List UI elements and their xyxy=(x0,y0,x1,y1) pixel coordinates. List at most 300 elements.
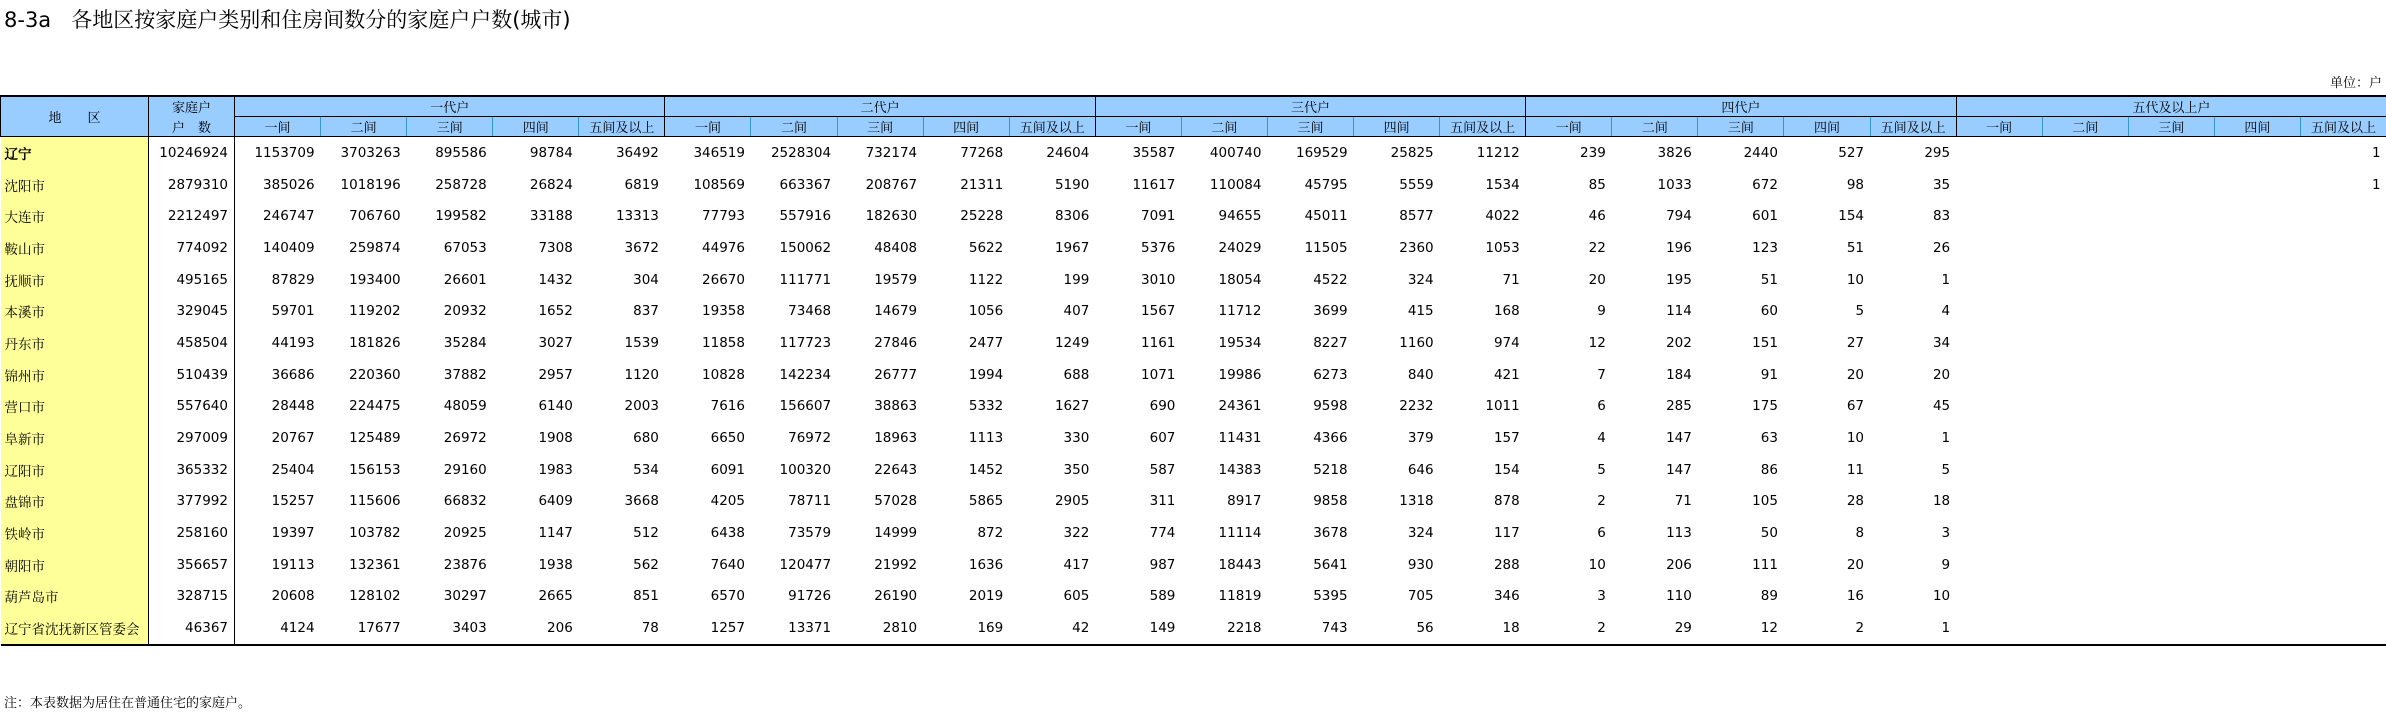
value-cell: 421 xyxy=(1493,366,1520,383)
value-cell: 14999 xyxy=(874,525,918,542)
value-cell xyxy=(2214,264,2300,296)
value-cell: 202 xyxy=(1666,334,1692,351)
total-cell: 774092 xyxy=(149,232,235,264)
value-cell: 7308 xyxy=(538,239,573,256)
room-header: 四间 xyxy=(2214,117,2300,137)
value-cell xyxy=(2214,295,2300,327)
total-header-bottom: 户 数 xyxy=(149,117,235,137)
table-row xyxy=(1,264,2386,296)
table-row xyxy=(1,327,2386,359)
room-header: 一间 xyxy=(1956,117,2042,137)
value-cell xyxy=(2214,581,2300,613)
table-row xyxy=(1,612,2386,645)
value-cell xyxy=(1956,422,2042,454)
value-cell: 86 xyxy=(1760,461,1778,478)
value-cell: 1908 xyxy=(538,430,573,447)
value-cell: 20608 xyxy=(271,588,315,605)
value-cell: 117 xyxy=(1493,525,1520,542)
table-row xyxy=(1,359,2386,391)
value-cell: 2 xyxy=(1597,493,1606,510)
region-cell: 锦州市 xyxy=(1,359,149,391)
value-cell: 1249 xyxy=(1054,334,1090,351)
value-cell: 322 xyxy=(1063,525,1090,542)
value-cell: 63 xyxy=(1760,430,1778,447)
value-cell: 688 xyxy=(1063,366,1090,383)
table-row xyxy=(1,200,2386,232)
value-cell: 147 xyxy=(1666,430,1692,447)
value-cell: 224475 xyxy=(349,398,401,415)
value-cell: 26670 xyxy=(702,271,745,288)
value-cell: 35 xyxy=(1932,176,1951,193)
value-cell: 11617 xyxy=(1132,176,1176,193)
region-cell: 辽宁省沈抚新区管委会 xyxy=(1,612,149,645)
value-cell: 3 xyxy=(1941,525,1951,542)
value-cell: 20 xyxy=(1932,366,1951,383)
value-cell: 1967 xyxy=(1054,239,1090,256)
value-cell: 2665 xyxy=(538,588,573,605)
total-cell: 495165 xyxy=(149,264,235,296)
value-cell: 8227 xyxy=(1313,334,1348,351)
value-cell xyxy=(2214,137,2300,169)
room-header: 二间 xyxy=(751,117,837,137)
value-cell: 607 xyxy=(1149,430,1176,447)
value-cell: 601 xyxy=(1752,208,1778,225)
value-cell: 6140 xyxy=(538,398,573,415)
room-header: 一间 xyxy=(1095,117,1181,137)
value-cell: 196 xyxy=(1666,239,1692,256)
value-cell: 182630 xyxy=(865,208,918,225)
value-cell: 91 xyxy=(1760,366,1778,383)
region-cell: 大连市 xyxy=(1,200,149,232)
value-cell: 3668 xyxy=(624,493,659,510)
value-cell: 2019 xyxy=(968,588,1004,605)
region-cell: 阜新市 xyxy=(1,422,149,454)
value-cell xyxy=(2300,327,2386,359)
value-cell: 199582 xyxy=(435,208,487,225)
value-cell: 6570 xyxy=(710,588,745,605)
value-cell: 3678 xyxy=(1313,525,1348,542)
region-cell: 朝阳市 xyxy=(1,549,149,581)
value-cell: 76972 xyxy=(788,430,832,447)
value-cell: 18 xyxy=(1932,493,1951,510)
value-cell: 6819 xyxy=(624,176,659,193)
value-cell: 2528304 xyxy=(770,144,832,161)
value-cell: 100320 xyxy=(779,461,832,478)
value-cell: 705 xyxy=(1407,588,1434,605)
value-cell: 385026 xyxy=(263,176,315,193)
value-cell xyxy=(1956,232,2042,264)
value-cell: 1 xyxy=(2371,144,2381,161)
value-cell: 20 xyxy=(1588,271,1606,288)
value-cell: 67053 xyxy=(443,239,487,256)
value-cell: 1147 xyxy=(538,525,573,542)
value-cell: 732174 xyxy=(865,144,918,161)
value-cell: 114 xyxy=(1666,303,1692,320)
value-cell: 156153 xyxy=(349,461,401,478)
value-cell: 1938 xyxy=(538,556,573,573)
value-cell: 1318 xyxy=(1399,493,1434,510)
value-cell xyxy=(2300,549,2386,581)
value-cell: 18054 xyxy=(1218,271,1262,288)
value-cell xyxy=(2214,549,2300,581)
value-cell xyxy=(2214,422,2300,454)
value-cell xyxy=(2214,454,2300,486)
value-cell: 2360 xyxy=(1399,239,1434,256)
value-cell: 11114 xyxy=(1218,525,1262,542)
value-cell: 94655 xyxy=(1218,208,1262,225)
room-header: 三间 xyxy=(837,117,923,137)
value-cell: 680 xyxy=(633,430,659,447)
value-cell xyxy=(2300,232,2386,264)
value-cell: 4124 xyxy=(235,612,321,645)
table-row xyxy=(1,517,2386,549)
room-header: 二间 xyxy=(1612,117,1698,137)
region-cell: 抚顺市 xyxy=(1,264,149,296)
value-cell: 30297 xyxy=(443,588,487,605)
value-cell xyxy=(1956,264,2042,296)
value-cell: 151 xyxy=(1752,334,1778,351)
value-cell xyxy=(2042,454,2128,486)
region-cell: 盘锦市 xyxy=(1,486,149,518)
value-cell: 851 xyxy=(633,588,659,605)
value-cell: 78 xyxy=(579,612,665,645)
value-cell: 6 xyxy=(1597,525,1606,542)
value-cell: 5190 xyxy=(1054,176,1090,193)
unit-label: 单位：户 xyxy=(2329,76,2382,91)
value-cell: 10828 xyxy=(702,366,745,383)
value-cell: 115606 xyxy=(349,493,401,510)
value-cell: 1636 xyxy=(968,556,1004,573)
value-cell xyxy=(1956,549,2042,581)
value-cell: 199 xyxy=(1063,271,1090,288)
value-cell xyxy=(2042,200,2128,232)
value-cell xyxy=(2042,517,2128,549)
value-cell: 21311 xyxy=(960,176,1004,193)
value-cell: 527 xyxy=(1838,144,1865,161)
value-cell: 840 xyxy=(1407,366,1434,383)
value-cell xyxy=(1956,391,2042,423)
value-cell: 7616 xyxy=(710,398,745,415)
value-cell xyxy=(2042,169,2128,201)
value-cell: 149 xyxy=(1095,612,1181,645)
total-cell: 2212497 xyxy=(149,200,235,232)
value-cell: 330 xyxy=(1063,430,1090,447)
value-cell: 206 xyxy=(1666,556,1692,573)
table-row xyxy=(1,169,2386,201)
value-cell: 45011 xyxy=(1304,208,1348,225)
value-cell: 28 xyxy=(1846,493,1865,510)
value-cell: 156607 xyxy=(779,398,832,415)
value-cell: 1122 xyxy=(968,271,1004,288)
value-cell: 83 xyxy=(1932,208,1951,225)
value-cell: 169529 xyxy=(1296,144,1348,161)
value-cell: 3010 xyxy=(1141,271,1176,288)
value-cell: 8 xyxy=(1855,525,1865,542)
value-cell: 2003 xyxy=(624,398,659,415)
table-row xyxy=(1,549,2386,581)
value-cell: 5 xyxy=(1855,303,1865,320)
value-cell: 2 xyxy=(1784,612,1870,645)
value-cell: 324 xyxy=(1407,525,1434,542)
value-cell: 51 xyxy=(1760,271,1778,288)
value-cell: 26824 xyxy=(529,176,573,193)
value-cell: 157 xyxy=(1493,430,1520,447)
value-cell xyxy=(2300,264,2386,296)
value-cell: 44193 xyxy=(271,334,315,351)
value-cell: 195 xyxy=(1666,271,1692,288)
value-cell xyxy=(2042,232,2128,264)
value-cell: 10 xyxy=(1588,556,1606,573)
group-header: 二代户 xyxy=(665,96,1095,117)
value-cell xyxy=(2128,327,2214,359)
table-row xyxy=(1,581,2386,613)
total-cell: 377992 xyxy=(149,486,235,518)
room-header: 一间 xyxy=(665,117,751,137)
value-cell: 3403 xyxy=(407,612,493,645)
group-header: 一代户 xyxy=(235,96,665,117)
value-cell: 895586 xyxy=(435,144,487,161)
value-cell: 930 xyxy=(1407,556,1434,573)
value-cell: 4366 xyxy=(1313,430,1348,447)
value-cell: 26777 xyxy=(874,366,918,383)
value-cell: 120477 xyxy=(779,556,832,573)
value-cell: 3699 xyxy=(1313,303,1348,320)
value-cell: 11212 xyxy=(1476,144,1520,161)
region-cell: 营口市 xyxy=(1,391,149,423)
value-cell xyxy=(2128,486,2214,518)
value-cell: 113 xyxy=(1666,525,1692,542)
value-cell: 19579 xyxy=(874,271,918,288)
value-cell: 400740 xyxy=(1209,144,1262,161)
value-cell: 417 xyxy=(1063,556,1090,573)
value-cell: 17677 xyxy=(321,612,407,645)
value-cell: 794 xyxy=(1666,208,1692,225)
value-cell: 1539 xyxy=(624,334,659,351)
value-cell: 974 xyxy=(1493,334,1520,351)
value-cell: 48408 xyxy=(874,239,918,256)
footnote: 注：本表数据为居住在普通住宅的家庭户。 xyxy=(4,696,252,711)
value-cell: 13371 xyxy=(751,612,837,645)
value-cell: 33188 xyxy=(529,208,573,225)
value-cell: 562 xyxy=(633,556,659,573)
value-cell: 44976 xyxy=(702,239,745,256)
value-cell: 2232 xyxy=(1399,398,1434,415)
value-cell: 110 xyxy=(1666,588,1692,605)
value-cell: 4022 xyxy=(1485,208,1520,225)
room-header: 三间 xyxy=(2128,117,2214,137)
value-cell: 18443 xyxy=(1218,556,1262,573)
room-header: 二间 xyxy=(321,117,407,137)
value-cell: 5 xyxy=(1597,461,1606,478)
value-cell: 9 xyxy=(1597,303,1606,320)
total-cell: 365332 xyxy=(149,454,235,486)
region-cell: 丹东市 xyxy=(1,327,149,359)
value-cell xyxy=(2300,517,2386,549)
value-cell: 78711 xyxy=(788,493,832,510)
value-cell: 29160 xyxy=(443,461,487,478)
value-cell: 1053 xyxy=(1485,239,1520,256)
value-cell: 36686 xyxy=(271,366,315,383)
value-cell: 1 xyxy=(1941,271,1951,288)
value-cell: 8577 xyxy=(1399,208,1434,225)
value-cell: 42 xyxy=(1009,612,1095,645)
value-cell xyxy=(2214,232,2300,264)
value-cell: 27 xyxy=(1846,334,1865,351)
value-cell xyxy=(2128,359,2214,391)
value-cell: 1452 xyxy=(968,461,1004,478)
value-cell: 28448 xyxy=(271,398,315,415)
value-cell xyxy=(1956,454,2042,486)
value-cell: 9858 xyxy=(1313,493,1348,510)
value-cell: 24029 xyxy=(1218,239,1262,256)
table-row xyxy=(1,232,2386,264)
value-cell: 259874 xyxy=(349,239,401,256)
value-cell: 45 xyxy=(1932,398,1951,415)
value-cell: 1120 xyxy=(624,366,659,383)
value-cell: 132361 xyxy=(349,556,401,573)
value-cell: 258728 xyxy=(435,176,487,193)
value-cell xyxy=(1956,359,2042,391)
value-cell: 878 xyxy=(1493,493,1520,510)
room-header: 五间及以上 xyxy=(1440,117,1526,137)
value-cell: 1994 xyxy=(968,366,1004,383)
value-cell: 239 xyxy=(1580,144,1606,161)
value-cell: 2957 xyxy=(538,366,573,383)
value-cell: 19986 xyxy=(1218,366,1262,383)
value-cell xyxy=(1956,169,2042,201)
value-cell xyxy=(2300,581,2386,613)
value-cell xyxy=(2214,327,2300,359)
value-cell: 1160 xyxy=(1399,334,1434,351)
value-cell: 111 xyxy=(1752,556,1778,573)
value-cell: 208767 xyxy=(865,176,918,193)
room-header: 五间及以上 xyxy=(1009,117,1095,137)
value-cell: 295 xyxy=(1924,144,1951,161)
value-cell: 5218 xyxy=(1313,461,1348,478)
value-cell: 23876 xyxy=(443,556,487,573)
value-cell: 1071 xyxy=(1141,366,1176,383)
value-cell xyxy=(1956,581,2042,613)
value-cell: 872 xyxy=(977,525,1004,542)
value-cell: 1 xyxy=(1870,612,1956,645)
value-cell: 87829 xyxy=(271,271,315,288)
value-cell: 11858 xyxy=(702,334,745,351)
room-header: 四间 xyxy=(493,117,579,137)
value-cell: 77793 xyxy=(702,208,745,225)
value-cell: 5865 xyxy=(968,493,1004,510)
room-header: 三间 xyxy=(1698,117,1784,137)
value-cell xyxy=(2128,232,2214,264)
value-cell: 206 xyxy=(493,612,579,645)
value-cell: 1257 xyxy=(665,612,751,645)
value-cell: 56 xyxy=(1354,612,1440,645)
value-cell: 1652 xyxy=(538,303,573,320)
value-cell: 45795 xyxy=(1304,176,1348,193)
value-cell: 24604 xyxy=(1046,144,1090,161)
value-cell: 2440 xyxy=(1743,144,1778,161)
value-cell xyxy=(2042,612,2128,645)
value-cell: 6273 xyxy=(1313,366,1348,383)
value-cell: 71 xyxy=(1674,493,1692,510)
value-cell: 35587 xyxy=(1132,144,1176,161)
value-cell: 6438 xyxy=(710,525,745,542)
region-header: 地 区 xyxy=(1,96,149,137)
total-cell: 258160 xyxy=(149,517,235,549)
room-header: 四间 xyxy=(1784,117,1870,137)
value-cell: 1567 xyxy=(1141,303,1176,320)
value-cell: 557916 xyxy=(779,208,832,225)
value-cell: 77268 xyxy=(960,144,1004,161)
value-cell: 22643 xyxy=(874,461,918,478)
value-cell: 59701 xyxy=(271,303,315,320)
value-cell: 103782 xyxy=(349,525,401,542)
value-cell xyxy=(2300,612,2386,645)
value-cell: 20932 xyxy=(443,303,487,320)
value-cell: 20 xyxy=(1846,556,1865,573)
value-cell: 51 xyxy=(1846,239,1865,256)
value-cell: 21992 xyxy=(874,556,918,573)
value-cell: 2477 xyxy=(968,334,1004,351)
value-cell: 26972 xyxy=(443,430,487,447)
value-cell: 10 xyxy=(1846,271,1865,288)
total-cell: 458504 xyxy=(149,327,235,359)
value-cell xyxy=(2128,581,2214,613)
value-cell xyxy=(2042,137,2128,169)
value-cell: 25825 xyxy=(1390,144,1434,161)
value-cell: 2905 xyxy=(1054,493,1090,510)
value-cell: 646 xyxy=(1407,461,1434,478)
value-cell: 4 xyxy=(1941,303,1951,320)
value-cell: 3027 xyxy=(538,334,573,351)
value-cell: 29 xyxy=(1612,612,1698,645)
total-cell: 557640 xyxy=(149,391,235,423)
value-cell: 324 xyxy=(1407,271,1434,288)
value-cell: 193400 xyxy=(349,271,401,288)
value-cell xyxy=(2128,295,2214,327)
value-cell xyxy=(2300,454,2386,486)
value-cell: 105 xyxy=(1752,493,1778,510)
region-cell: 辽阳市 xyxy=(1,454,149,486)
room-header: 五间及以上 xyxy=(1870,117,1956,137)
value-cell xyxy=(2214,486,2300,518)
value-cell: 85 xyxy=(1588,176,1606,193)
value-cell: 4522 xyxy=(1313,271,1348,288)
page-title: 8-3a 各地区按家庭户类别和住房间数分的家庭户户数(城市) xyxy=(4,8,571,32)
value-cell: 987 xyxy=(1149,556,1176,573)
value-cell: 220360 xyxy=(349,366,401,383)
value-cell xyxy=(1956,137,2042,169)
value-cell: 304 xyxy=(633,271,659,288)
value-cell: 169 xyxy=(923,612,1009,645)
value-cell: 246747 xyxy=(263,208,315,225)
value-cell: 5 xyxy=(1941,461,1951,478)
value-cell: 154 xyxy=(1838,208,1865,225)
value-cell: 184 xyxy=(1666,366,1692,383)
table-row xyxy=(1,391,2386,423)
value-cell: 16 xyxy=(1846,588,1865,605)
value-cell xyxy=(2128,391,2214,423)
value-cell: 25228 xyxy=(960,208,1004,225)
value-cell xyxy=(2128,200,2214,232)
value-cell xyxy=(2214,200,2300,232)
value-cell: 98 xyxy=(1846,176,1865,193)
value-cell xyxy=(2300,200,2386,232)
table-row xyxy=(1,295,2386,327)
room-header: 二间 xyxy=(1181,117,1267,137)
value-cell: 1 xyxy=(1941,430,1951,447)
value-cell: 18 xyxy=(1440,612,1526,645)
table-row xyxy=(1,137,2386,169)
